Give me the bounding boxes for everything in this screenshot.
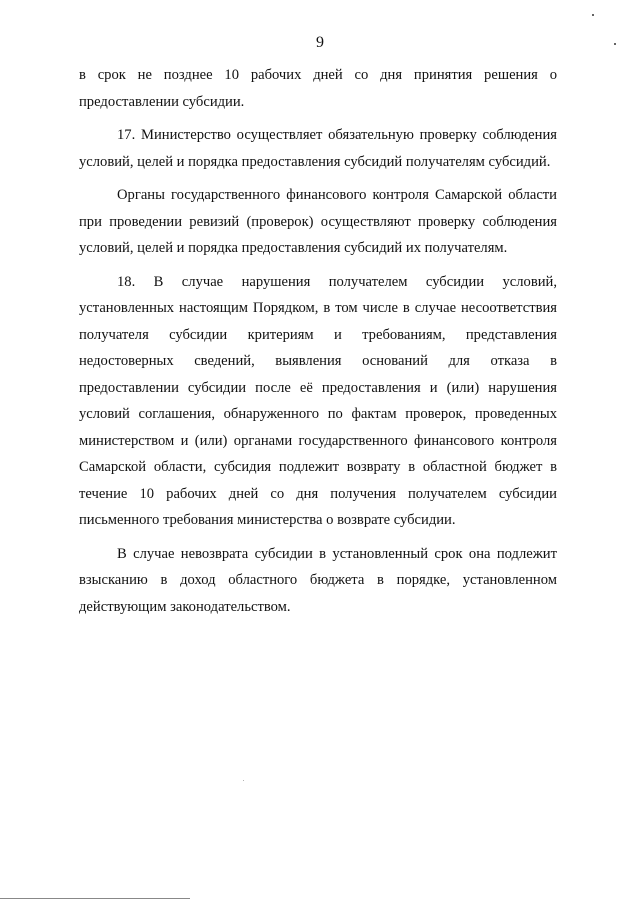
paragraph-continuation: в срок не позднее 10 рабочих дней со дня принятия решения о предоставлении субсидии.: [79, 67, 557, 110]
paragraph-18: 18. В случае нарушения получателем субсидии условий, установленных настоящим Порядком, в том числе в случае несоответствия получателя субсидии критериям и требованиям, представления недостоверных сведений, выявления оснований для отказа в предоставлении субсидии после её предоставления и (или) нарушения условий соглашения, обнаруженного по фактам проверок, проведенных министерством и (или) органами государственного финансового контроля Самарской области, субсидия подлежит возврату в областной бюджет в течение 10 рабочих дней со дня получения получателем субсидии письменного требования министерства о возврате субсидии.: [79, 273, 557, 528]
scan-speck: [592, 14, 594, 16]
scan-speck: [614, 43, 616, 45]
scan-edge-line: [0, 898, 190, 899]
page-number: 9: [316, 34, 324, 51]
paragraph-non-return: В случае невозврата субсидии в установленный срок она подлежит взысканию в доход областного бюджета в порядке, установленном действующим законодательством.: [79, 545, 557, 615]
paragraph-17: 17. Министерство осуществляет обязательную проверку соблюдения условий, целей и порядка предоставления субсидий получателям субсидий.: [79, 127, 557, 170]
document-body: [79, 62, 557, 627]
scan-speck: [243, 780, 244, 781]
paragraph-control-bodies: Органы государственного финансового контроля Самарской области при проведении ревизий (проверок) осуществляют проверку соблюдения условий, целей и порядка предоставления субсидий их получателям.: [79, 187, 557, 256]
